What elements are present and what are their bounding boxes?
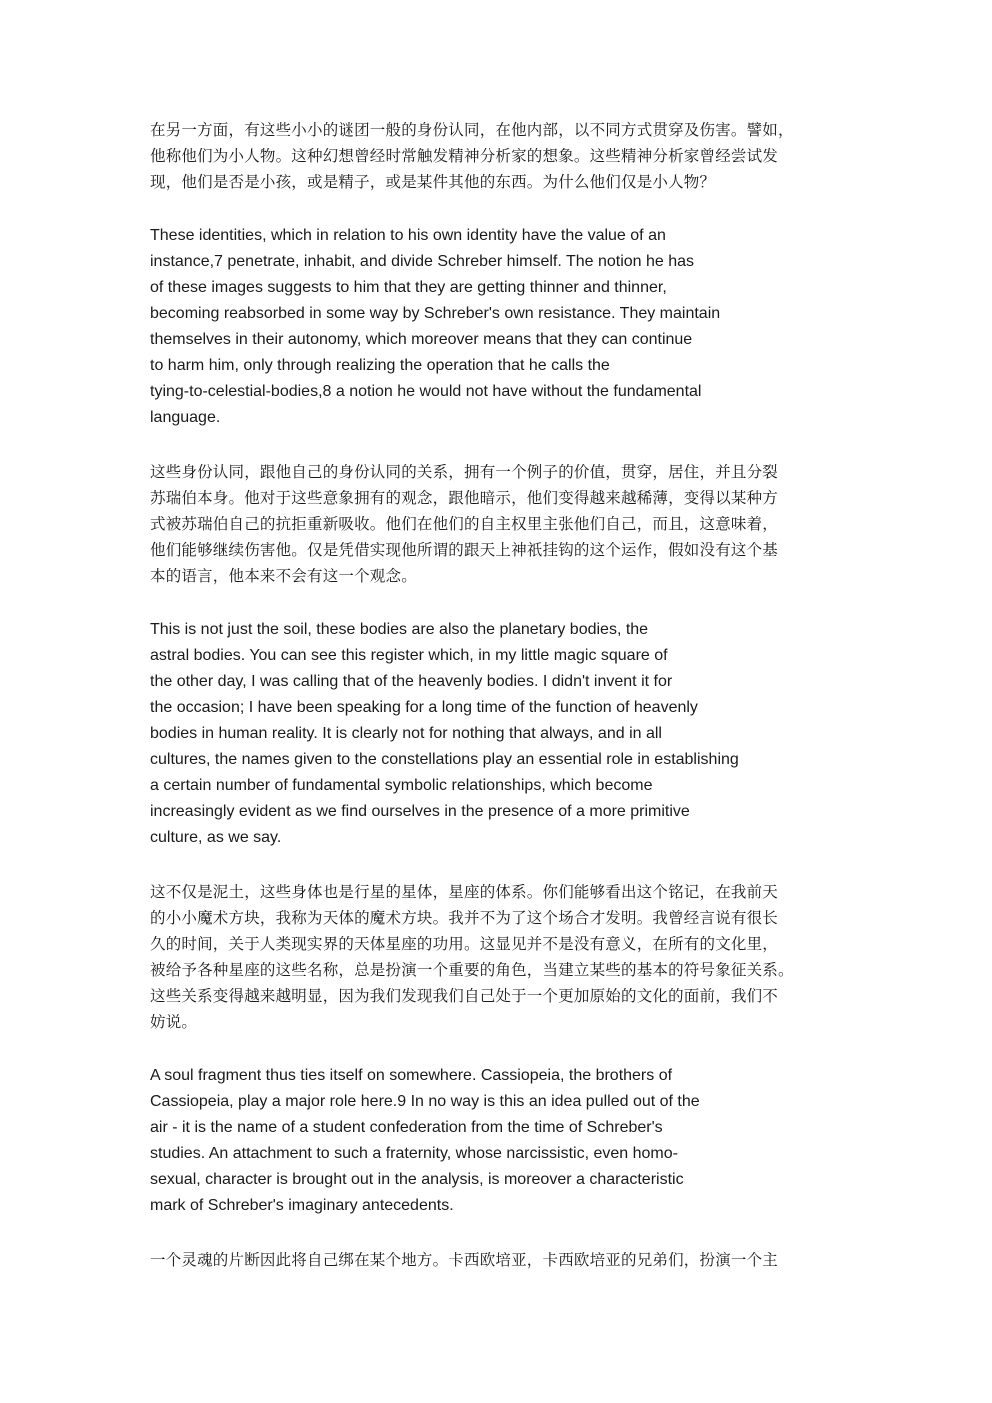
text-line: air - it is the name of a student confederation from the time of Schreber's xyxy=(150,1119,663,1136)
text-line: astral bodies. You can see this register which, in my little magic square of xyxy=(150,647,668,664)
text-line: becoming reabsorbed in some way by Schreber's own resistance. They maintain xyxy=(150,305,721,322)
english-paragraph xyxy=(150,223,850,431)
text-line: 苏瑞伯本身。他对于这些意象拥有的观念，跟他暗示，他们变得越来越稀薄，变得以某种方 xyxy=(150,489,779,507)
english-paragraph xyxy=(150,1063,850,1219)
text-line: 本的语言，他本来不会有这一个观念。 xyxy=(150,567,417,585)
text-line: 被给予各种星座的这些名称，总是扮演一个重要的角色，当建立某些的基本的符号象征关系。 xyxy=(150,961,794,979)
text-line: sexual, character is brought out in the analysis, is moreover a characteristic xyxy=(150,1171,684,1188)
text-line: These identities, which in relation to his own identity have the value of an xyxy=(150,227,666,244)
text-line: Cassiopeia, play a major role here.9 In no way is this an idea pulled out of the xyxy=(150,1093,700,1110)
text-line: the occasion; I have been speaking for a long time of the function of heavenly xyxy=(150,699,698,716)
text-line: bodies in human reality. It is clearly not for nothing that always, and in all xyxy=(150,725,662,742)
text-line: 妨说。 xyxy=(150,1013,198,1031)
text-line: 他们能够继续伤害他。仅是凭借实现他所谓的跟天上神祇挂钩的这个运作，假如没有这个基 xyxy=(150,541,779,559)
text-line: of these images suggests to him that they are getting thinner and thinner, xyxy=(150,279,667,296)
text-line: 一个灵魂的片断因此将自己绑在某个地方。卡西欧培亚，卡西欧培亚的兄弟们，扮演一个主 xyxy=(150,1251,779,1269)
text-line: instance,7 penetrate, inhabit, and divide Schreber himself. The notion he has xyxy=(150,253,695,270)
chinese-paragraph xyxy=(150,459,850,589)
text-line: 他称他们为小人物。这种幻想曾经时常触发精神分析家的想象。这些精神分析家曾经尝试发 xyxy=(150,147,779,165)
chinese-paragraph xyxy=(150,1247,850,1273)
text-line: language. xyxy=(150,409,221,426)
text-line: tying-to-celestial-bodies,8 a notion he would not have without the fundamental xyxy=(150,383,702,400)
text-line: to harm him, only through realizing the operation that he calls the xyxy=(150,357,610,374)
text-line: increasingly evident as we find ourselves in the presence of a more primitive xyxy=(150,803,690,820)
text-line: studies. An attachment to such a fraternity, whose narcissistic, even homo- xyxy=(150,1145,678,1162)
text-line: 式被苏瑞伯自己的抗拒重新吸收。他们在他们的自主权里主张他们自己，而且，这意味着， xyxy=(150,515,779,533)
chinese-paragraph xyxy=(150,879,850,1035)
text-line: the other day, I was calling that of the heavenly bodies. I didn't invent it for xyxy=(150,673,673,690)
document-page xyxy=(150,117,850,1301)
text-line: 这些关系变得越来越明显，因为我们发现我们自己处于一个更加原始的文化的面前，我们不 xyxy=(150,987,779,1005)
text-line: 现，他们是否是小孩，或是精子，或是某件其他的东西。为什么他们仅是小人物？ xyxy=(150,173,716,191)
text-line: culture, as we say. xyxy=(150,829,282,846)
text-line: 在另一方面，有这些小小的谜团一般的身份认同，在他内部，以不同方式贯穿及伤害。譬如， xyxy=(150,121,794,139)
text-line: 久的时间，关于人类现实界的天体星座的功用。这显见并不是没有意义，在所有的文化里， xyxy=(150,935,779,953)
english-paragraph xyxy=(150,617,850,851)
text-line: A soul fragment thus ties itself on somewhere. Cassiopeia, the brothers of xyxy=(150,1067,673,1084)
chinese-paragraph xyxy=(150,117,850,195)
text-line: 这些身份认同，跟他自己的身份认同的关系，拥有一个例子的价值，贯穿，居住，并且分裂 xyxy=(150,463,779,481)
text-line: 的小小魔术方块，我称为天体的魔术方块。我并不为了这个场合才发明。我曾经言说有很长 xyxy=(150,909,779,927)
text-line: mark of Schreber's imaginary antecedents. xyxy=(150,1197,454,1214)
text-line: 这不仅是泥土，这些身体也是行星的星体，星座的体系。你们能够看出这个铭记，在我前天 xyxy=(150,883,779,901)
text-line: a certain number of fundamental symbolic relationships, which become xyxy=(150,777,653,794)
text-line: cultures, the names given to the constellations play an essential role in establishing xyxy=(150,751,739,768)
text-line: themselves in their autonomy, which moreover means that they can continue xyxy=(150,331,693,348)
text-line: This is not just the soil, these bodies are also the planetary bodies, the xyxy=(150,621,649,638)
